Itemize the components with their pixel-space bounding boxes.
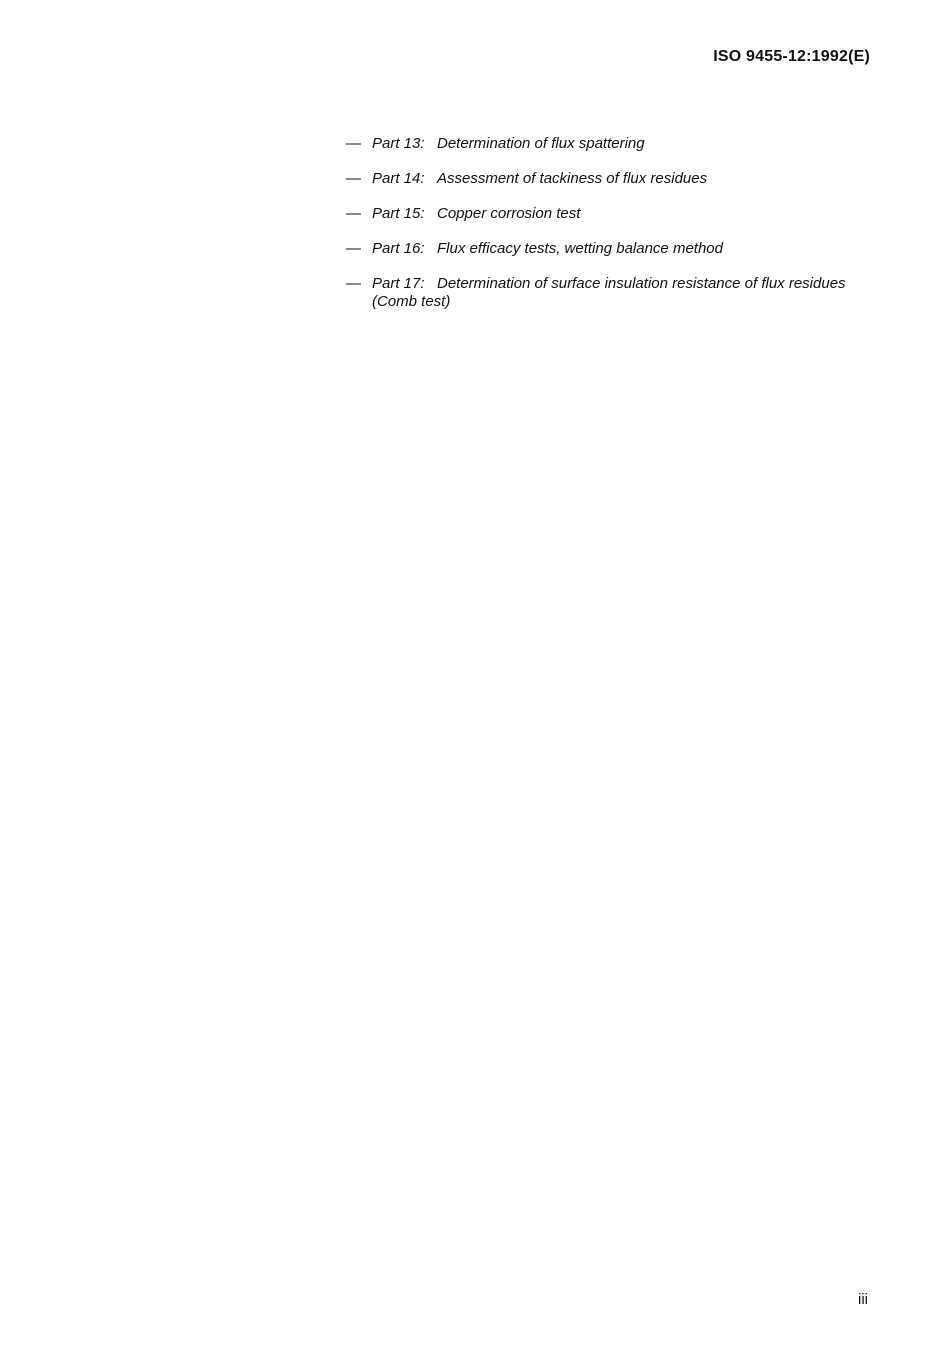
list-dash: — [346,275,361,292]
list-item-text [372,275,870,311]
list-dash: — [346,205,361,222]
list-dash: — [346,170,361,187]
list-item [346,205,870,223]
part-number: Part 15: [372,205,425,222]
list-item [346,170,870,188]
list-item [346,275,870,311]
parts-list [346,135,870,328]
part-title: Assessment of tackiness of flux residues [437,170,708,187]
list-item [346,240,870,258]
part-number: Part 14: [372,170,425,187]
part-number: Part 16: [372,240,425,257]
list-dash: — [346,135,361,152]
list-item [346,135,870,153]
list-item-text [372,135,870,153]
part-title: Determination of surface insulation resistance of flux residues (Comb test) [372,275,846,310]
list-dash: — [346,240,361,257]
part-number: Part 17: [372,275,425,292]
list-item-text [372,240,870,258]
page-number: iii [858,1291,868,1308]
part-title: Determination of flux spattering [437,135,645,152]
list-item-text [372,205,870,223]
list-item-text [372,170,870,188]
part-number: Part 13: [372,135,425,152]
part-title: Flux efficacy tests, wetting balance method [437,240,723,257]
part-title: Copper corrosion test [437,205,581,222]
document-reference: ISO 9455-12:1992(E) [713,48,870,65]
